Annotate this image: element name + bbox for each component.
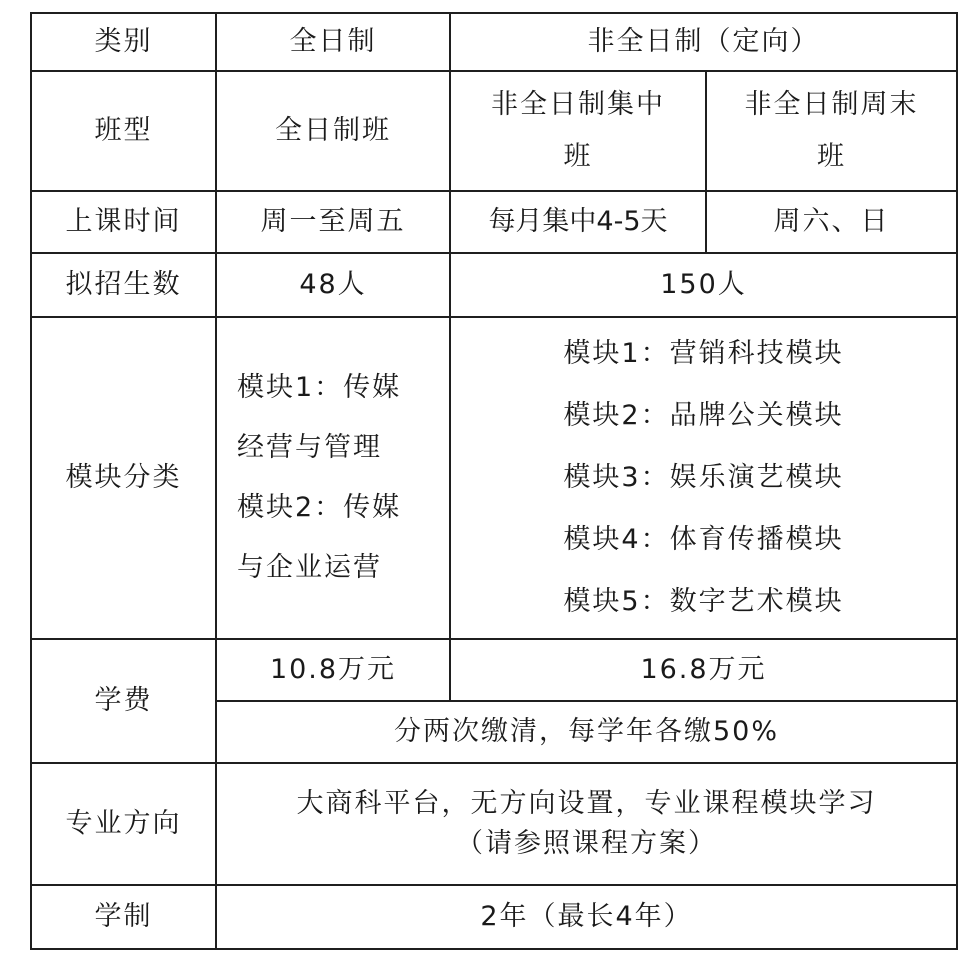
enrollment-label: 拟招生数 — [31, 253, 216, 317]
cell-line: 班 — [563, 141, 593, 172]
module-line: 与企业运营 — [237, 552, 382, 583]
direction-label: 专业方向 — [31, 763, 216, 885]
table-row — [31, 885, 957, 949]
module-line: 模块1：营销科技模块 — [563, 338, 844, 369]
cell-line: （请参照课程方案） — [456, 828, 717, 859]
cell-line: 班 — [817, 141, 846, 172]
module-line: 模块2：传媒 — [237, 492, 402, 523]
class-type-weekend — [706, 71, 957, 191]
cell-line: 非全日制周末 — [744, 89, 919, 120]
class-type-full-time: 全日制班 — [216, 71, 450, 191]
program-table — [30, 12, 958, 950]
table-row — [31, 253, 957, 317]
enrollment-full-time: 48人 — [216, 253, 450, 317]
module-line: 经营与管理 — [237, 432, 382, 463]
table-row — [31, 191, 957, 253]
module-line: 模块2：品牌公关模块 — [563, 400, 844, 431]
tuition-label: 学费 — [31, 639, 216, 763]
tuition-payment-note: 分两次缴清，每学年各缴50% — [216, 701, 957, 763]
header-full-time: 全日制 — [216, 13, 450, 71]
modules-label: 模块分类 — [31, 317, 216, 639]
modules-full-time — [216, 317, 450, 639]
direction-value — [216, 763, 957, 885]
module-line: 模块1：传媒 — [237, 372, 402, 403]
table-row — [31, 639, 957, 701]
tuition-part-time: 16.8万元 — [450, 639, 957, 701]
schedule-concentrated: 每月集中4-5天 — [450, 191, 706, 253]
class-type-label: 班型 — [31, 71, 216, 191]
table-row — [31, 763, 957, 885]
class-type-concentrated — [450, 71, 706, 191]
header-part-time: 非全日制（定向） — [450, 13, 957, 71]
module-line: 模块3：娱乐演艺模块 — [563, 462, 844, 493]
cell-line: 大商科平台，无方向设置，专业课程模块学习 — [296, 787, 877, 819]
table-row — [31, 13, 957, 71]
modules-part-time — [450, 317, 957, 639]
duration-value: 2年（最长4年） — [216, 885, 957, 949]
table-row — [31, 71, 957, 191]
schedule-weekend: 周六、日 — [706, 191, 957, 253]
schedule-label: 上课时间 — [31, 191, 216, 253]
enrollment-part-time: 150人 — [450, 253, 957, 317]
duration-label: 学制 — [31, 885, 216, 949]
schedule-full-time: 周一至周五 — [216, 191, 450, 253]
module-line: 模块4：体育传播模块 — [563, 524, 844, 555]
header-category: 类别 — [31, 13, 216, 71]
module-line: 模块5：数字艺术模块 — [563, 586, 844, 617]
table-row — [31, 317, 957, 639]
tuition-full-time: 10.8万元 — [216, 639, 450, 701]
cell-line: 非全日制集中 — [491, 89, 665, 120]
